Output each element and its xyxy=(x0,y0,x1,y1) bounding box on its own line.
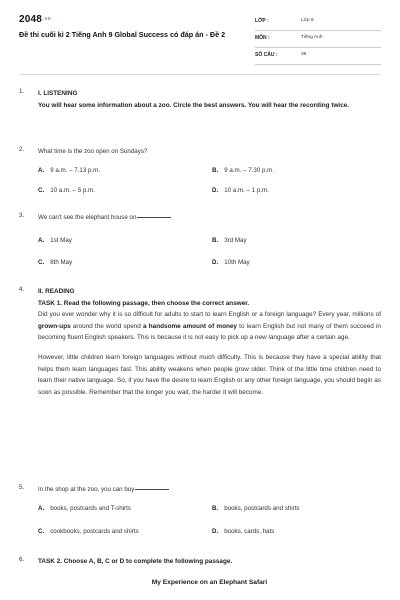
document-title: Đề thi cuối kì 2 Tiếng Anh 9 Global Success có đáp án - Đề 2 xyxy=(19,30,226,39)
option-d[interactable] xyxy=(212,528,274,535)
section-instruction: You will hear some information about a zoo. Circle the best answers. You will hear the recording twice. xyxy=(38,101,350,109)
site-logo[interactable] xyxy=(19,14,51,25)
option-c[interactable] xyxy=(38,259,72,266)
option-letter: C. xyxy=(38,259,45,266)
passage-title: My Experience on an Elephant Safari xyxy=(151,578,268,586)
option-text: cookbooks, postcards and shirts xyxy=(50,528,139,535)
option-b[interactable] xyxy=(212,505,300,512)
meta-row-count xyxy=(255,48,381,65)
option-b[interactable] xyxy=(212,237,247,244)
meta-label: MÔN : xyxy=(255,35,270,41)
option-c[interactable] xyxy=(38,187,95,194)
option-a[interactable] xyxy=(38,237,72,244)
option-text: 9 a.m. – 7.13 p.m. xyxy=(50,167,101,174)
option-text: 3rd May xyxy=(224,237,247,244)
question-number: 2. xyxy=(19,146,25,153)
meta-value: 36 xyxy=(301,52,307,57)
option-text: 1st May xyxy=(50,237,72,244)
option-letter: D. xyxy=(212,528,219,535)
option-letter: A. xyxy=(38,167,45,174)
option-c[interactable] xyxy=(38,528,139,535)
option-text: 9 a.m. – 7.30 p.m. xyxy=(224,167,275,174)
question-number: 3. xyxy=(19,212,25,219)
option-letter: B. xyxy=(212,505,219,512)
question-number: 1. xyxy=(19,88,25,95)
question-text: We can't see the elephant house on xyxy=(38,214,137,221)
meta-row-class xyxy=(255,14,381,31)
option-d[interactable] xyxy=(212,187,269,194)
meta-label: SỐ CÂU : xyxy=(255,52,278,58)
highlight-phrase: a handsome amount of money xyxy=(143,322,237,330)
question-number: 5. xyxy=(19,484,25,491)
answer-blank xyxy=(135,489,169,490)
answer-blank xyxy=(137,217,171,218)
option-a[interactable] xyxy=(38,505,131,512)
question-text: What time is the zoo open on Sundays? xyxy=(38,148,148,155)
option-letter: A. xyxy=(38,505,45,512)
meta-row-subject xyxy=(255,31,381,48)
section-heading: I. LISTENING xyxy=(38,90,78,97)
option-letter: B. xyxy=(212,237,219,244)
task-instruction: TASK 2. Choose A, B, C or D to complete the following passage. xyxy=(38,558,233,565)
option-text: 10th May xyxy=(224,259,250,266)
option-text: books, postcards and T-shirts xyxy=(50,505,131,512)
question-text: In the shop at the zoo, you can buy xyxy=(38,486,135,493)
option-letter: C. xyxy=(38,528,45,535)
passage-paragraph-1: Did you ever wonder why it is so difficult for adults to start to learn English or a foreign language? Every year, millions of grown-ups around the world spend a handsome amount of money to learn English but not many of them succeed in becoming fluent English speakers. This is because it is not easy to pick up a new language after a certain age. xyxy=(38,311,381,342)
section-heading: II. READING xyxy=(38,288,75,295)
option-b[interactable] xyxy=(212,167,274,174)
meta-label: LỚP : xyxy=(255,18,269,24)
option-letter: A. xyxy=(38,237,45,244)
option-text: 10 a.m. – 1 p.m. xyxy=(224,187,269,194)
highlight-word: grown-ups xyxy=(38,322,71,330)
question-number: 4. xyxy=(19,286,25,293)
option-letter: B. xyxy=(212,167,219,174)
option-letter: D. xyxy=(212,187,219,194)
header-divider xyxy=(19,74,381,75)
meta-info xyxy=(255,14,381,65)
option-text: 10 a.m. – 5 p.m. xyxy=(50,187,95,194)
passage-paragraph-2: However, little children learn foreign languages without much difficulty. This is because they have a special ability that helps them learn languages fast. This ability weakens when people grow older. Think of the little time children need to learn their native language. So, if you have the desire to learn English or any other foreign language, you should begin as soon as possible. Remember that the longer you wait, the harder it will become. xyxy=(38,353,381,396)
meta-value: Lớp 9 xyxy=(301,18,314,23)
option-letter: D. xyxy=(212,259,219,266)
meta-value: Tiếng Anh xyxy=(301,35,323,40)
option-text: books, postcards and shirts xyxy=(224,505,300,512)
logo-suffix: .vn xyxy=(43,16,51,23)
question-number: 6. xyxy=(19,556,25,563)
option-text: books, cards, hats xyxy=(224,528,275,535)
option-d[interactable] xyxy=(212,259,250,266)
task-instruction: TASK 1. Read the following passage, then choose the correct answer. xyxy=(38,299,250,307)
page-header xyxy=(19,12,381,62)
logo-text: 2048 xyxy=(19,14,43,25)
option-letter: C. xyxy=(38,187,45,194)
option-a[interactable] xyxy=(38,167,100,174)
option-text: 8th May xyxy=(50,259,73,266)
